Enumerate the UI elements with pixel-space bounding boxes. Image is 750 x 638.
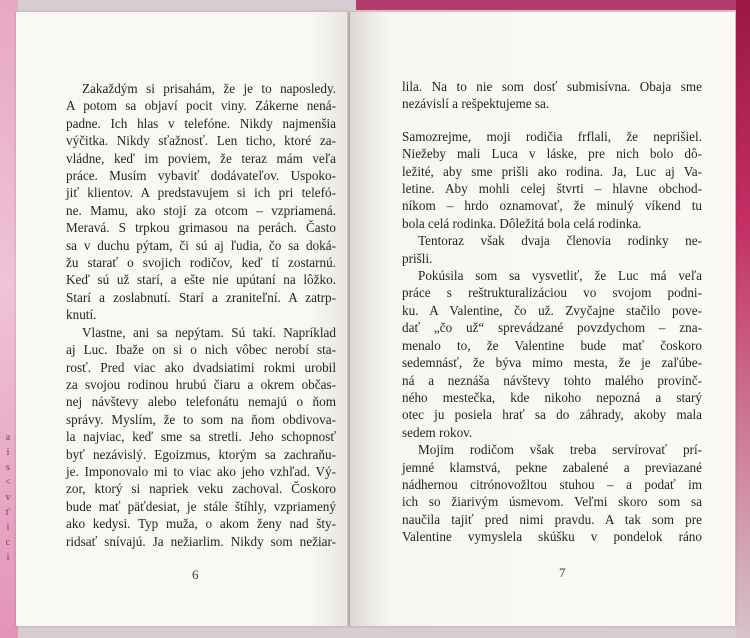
text-line: Niežeby mali Luca v láske, pre nich bolo dô- (402, 146, 702, 162)
margin-fragment: ť (5, 507, 11, 518)
text-line: dať „čo už“ sprevádzané povzdychom – zna- (402, 320, 702, 336)
top-cover-edge (356, 0, 736, 10)
right-page (350, 12, 735, 626)
text-line: za svojou rodinou hrubú čiaru a okrem občas- (66, 376, 336, 392)
text-line: zor, ktorý si napriek veku zachoval. Čoskoro (66, 481, 336, 497)
text-line: ne. Mamu, ako stojí za otcom – vzpriamená. (66, 202, 336, 218)
text-line: Mojim rodičom však treba servírovať prí- (418, 442, 702, 458)
text-line: rosť. Pred viac ako dvadsiatimi rokmi urobil (66, 359, 336, 375)
text-line: je. Imponovalo mi to viac ako jeho vzhľad. Vý- (66, 463, 336, 479)
margin-fragment: s (6, 462, 10, 473)
text-line: ležité, aby sme prišli ako rodina. Ja, Luc aj Va- (402, 163, 702, 179)
text-line: lila. Na to nie som dosť submisívna. Obaja sme (402, 79, 702, 94)
text-line: aj Luc. Ibaže on si o nich vôbec nerobí sta- (66, 342, 336, 358)
text-line: la najviac, keď sme sa stretli. Jeho schopnosť (66, 429, 336, 445)
text-line: Valentine vymyslela skúšku v pondelok ráno (402, 529, 702, 545)
margin-fragment: c (5, 537, 11, 548)
text-line: práce. Musím vybaviť dodávateľov. Uspoko- (66, 168, 336, 184)
text-line: Zakaždým si prisahám, že je to naposledy. (82, 81, 336, 96)
text-line: sedemnásť, že býva mimo mesta, že je zaľúbe- (402, 355, 702, 371)
right-page-body (402, 78, 702, 546)
text-line: otec ju posiela hrať sa do záhrady, akoby mala (402, 407, 702, 423)
text-line: ného mestečka, kde nikoho nepozná a starý (402, 389, 702, 405)
text-line: práce s reštrukturalizáciou vo svojom podni- (402, 285, 702, 301)
text-line: Tentoraz však dvaja členovia rodinky ne- (418, 233, 702, 249)
text-line: níkom – hrdo oznamovať, že minulý víkend tu (402, 198, 702, 214)
margin-fragment: < (5, 477, 11, 488)
margin-fragment: i (6, 552, 10, 563)
text-line: ridsať snívajú. Ja nežiarlim. Nikdy som nežiar- (66, 533, 336, 549)
text-line: prišli. (402, 250, 433, 266)
text-line: nádhernou citrónovožltou stuhou – a podať im (402, 476, 702, 492)
text-line: ná a neznáša návštevy tohto malého provinč- (402, 372, 702, 388)
text-line: vládne, keď im poviem, že teraz mám veľa (66, 150, 336, 166)
text-line: padne. Ich hlas v telefóne. Nikdy najmenšia (66, 115, 336, 131)
margin-fragment: i (6, 447, 10, 458)
text-line: Samozrejme, moji rodičia frflali, že neprišiel. (402, 128, 702, 144)
text-line: výčitka. Nikdy sťažnosť. Len ticho, ktoré za- (66, 133, 336, 149)
text-line: byť nezávislý. Egoizmus, ktorým sa zachraňu- (66, 446, 336, 462)
text-line: A potom sa objaví pocit viny. Zákerne nená- (66, 98, 336, 114)
text-line: bude mať päťdesiat, je stále štíhly, vzpriamený (66, 498, 336, 514)
text-line: žu starať o svojich rodičov, keď tí zostarnú. (66, 255, 336, 271)
text-line: ako kedysi. Typ muža, o akom ženy nad šty- (66, 516, 336, 532)
text-line: Starí a zoslabnutí. Starí a zraniteľní. A zatrp- (66, 289, 336, 305)
right-cover-edge (736, 0, 750, 638)
text-line: nej návštevy alebo telefonátu nemajú o ňom (66, 394, 336, 410)
text-line: ich so žiarivým úsmevom. Veľmi skoro som sa (402, 494, 702, 510)
text-line: naučila tajiť pred nimi pravdu. A tak som pre (402, 511, 702, 527)
margin-fragment: v (5, 492, 11, 503)
paragraph-gap (402, 113, 702, 128)
text-line: bola celá rodinka. Dôležitá bola celá rodinka. (402, 215, 642, 231)
text-line: Meravá. S trpkou grimasou na perách. Často (66, 220, 336, 236)
text-line: Keď sú už starí, a ešte nie upútaní na lôžko. (66, 272, 336, 288)
text-line: jiť klientov. A predstavujem si ich pri telefó- (66, 185, 336, 201)
text-line: knutí. (66, 307, 97, 323)
text-line: letine. Aby mohli celej štvrti – hlavne obchod- (402, 181, 702, 197)
text-line: sedem rokov. (402, 424, 473, 440)
text-line: Vlastne, ani sa nepýtam. Sú takí. Napríklad (82, 324, 336, 340)
margin-fragment: i (6, 522, 10, 533)
text-line: správy. Myslím, že to som na ňom obdivova- (66, 411, 336, 427)
margin-fragment-strip (2, 430, 14, 563)
text-line: menalo to, že Valentine bude mať čoskoro (402, 337, 702, 353)
left-page (16, 12, 350, 626)
left-page-body (66, 80, 336, 550)
page-number-right: 7 (559, 565, 566, 580)
text-line: ku. A Valentine, čo už. Zvyčajne stačilo pove- (402, 302, 702, 318)
text-line: Pokúsila som sa vysvetliť, že Luc má veľa (418, 268, 702, 284)
text-line: sa v duchu pýtam, či sú aj ľudia, čo sa doká- (66, 237, 336, 253)
margin-fragment: a (5, 432, 11, 443)
text-line: nezávislí a rešpektujeme sa. (402, 96, 550, 112)
text-line: jemné klamstvá, pekne zabalené a previazané (402, 459, 702, 475)
page-number-left: 6 (192, 567, 199, 582)
